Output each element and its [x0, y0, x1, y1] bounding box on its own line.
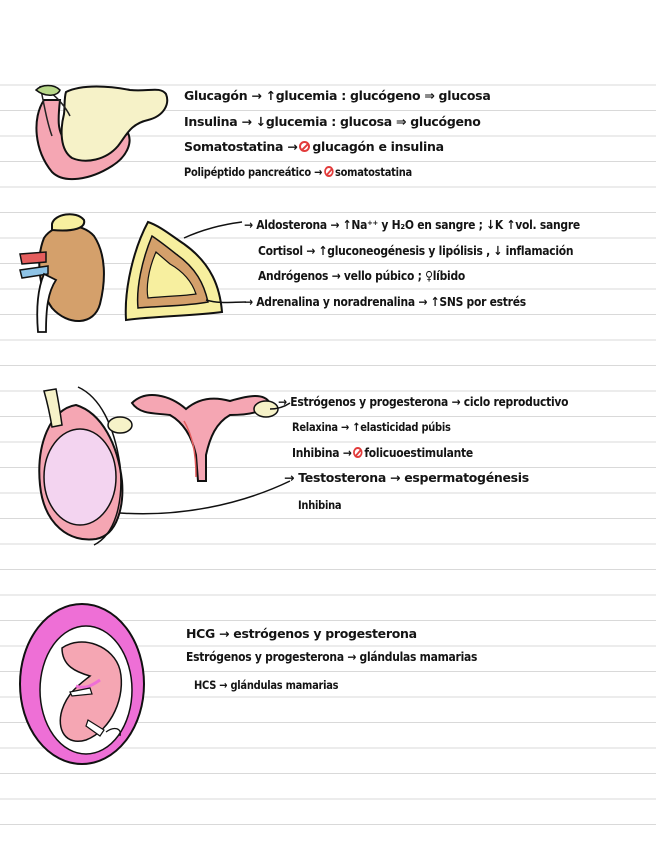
adrenal-line-cortisol: Cortisol → ↑gluconeogénesis y lipólisis , ↓ inflamación: [258, 243, 574, 258]
placenta-line-estrogens: Estrógenos y progesterona → glándulas mamarias: [186, 649, 478, 664]
fetus-placenta-icon: [16, 600, 150, 768]
gonad-line-inhibin-2: Inhibina: [298, 498, 342, 512]
gonad-line-inhibin-1: Inhibina → folicuoestimulante: [292, 445, 473, 460]
gonad-line-estrogens: → Estrógenos y progesterona → ciclo reproductivo: [278, 394, 569, 409]
gonad-line-relaxin: Relaxina → ↑elasticidad púbis: [292, 420, 451, 434]
pancreas-icon: [30, 80, 170, 185]
pancreas-line-glucagon: Glucagón → ↑glucemia : glucógeno ⇒ glucosa: [184, 88, 491, 103]
placenta-line-hcg: HCG → estrógenos y progesterona: [186, 626, 417, 641]
inhibit-icon: [353, 447, 362, 458]
inhibit-icon: [324, 166, 333, 177]
adrenal-line-adrenaline: → Adrenalina y noradrenalina → ↑SNS por estrés: [244, 294, 526, 309]
adrenal-line-aldosterone: → Aldosterona → ↑Na⁺⁺ y H₂O en sangre ; ↓K ↑vol. sangre: [244, 217, 580, 232]
adrenal-line-androgens: Andrógenos → vello púbico ; ♀líbido: [258, 268, 466, 283]
pancreas-line-somatostatin: Somatostatina → glucagón e insulina: [184, 139, 444, 154]
uterus-testis-icon: [20, 385, 300, 550]
placenta-line-hcs: HCS → glándulas mamarias: [194, 678, 339, 692]
kidney-adrenal-icon: [16, 208, 256, 338]
pancreas-line-insulin: Insulina → ↓glucemia : glucosa ⇒ glucógeno: [184, 114, 481, 129]
gonad-line-testosterone: → Testosterona → espermatogénesis: [284, 470, 529, 485]
inhibit-icon: [299, 141, 310, 152]
pancreas-line-polypeptide: Polipéptido pancreático → somatostatina: [184, 165, 412, 179]
